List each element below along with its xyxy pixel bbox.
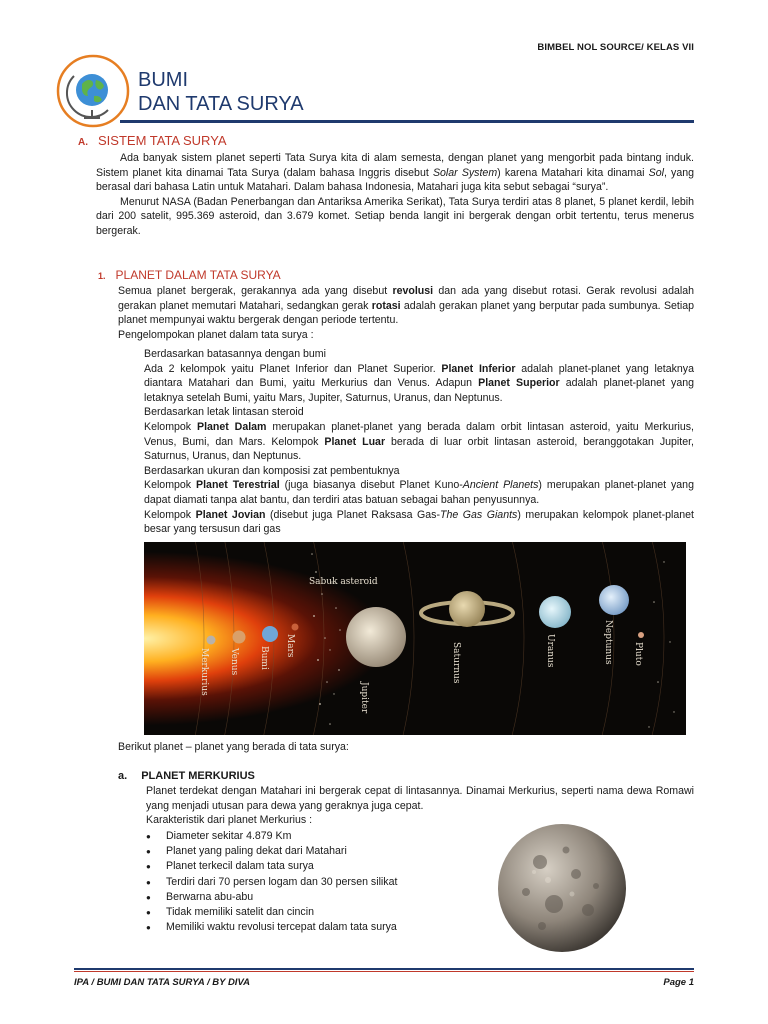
section-a-heading xyxy=(78,133,227,148)
text-span: revolusi xyxy=(392,285,434,297)
text-span: merupakan planet-planet yang berada dalam orbit lintasan asteroid, yaitu Merkurius, Venus, Bumi, dan Mars. Kelompok xyxy=(144,420,694,448)
grouping-list xyxy=(144,347,694,537)
list-item: ● Planet yang paling dekat dari Matahari xyxy=(146,844,397,859)
text-span: Planet Inferior xyxy=(441,362,516,375)
page-number: Page 1 xyxy=(663,977,694,988)
title-line-1: BUMI xyxy=(138,69,188,91)
mercury-paragraph-2: Karakteristik dari planet Merkurius : xyxy=(146,814,313,827)
text-span: dan ada yang disebut rotasi. Gerak revolusi adalah gerakan planet memutari Matahari, sedangkan gerak xyxy=(118,285,694,312)
section-a-title: SISTEM TATA SURYA xyxy=(98,133,227,148)
planet-merkurius xyxy=(207,636,216,645)
text-span: Planet Terestrial xyxy=(196,479,280,492)
section-a-paragraph-2: Menurut NASA (Badan Penerbangan dan Antariksa Amerika Serikat), Tata Surya terdiri atas 8 planet, 5 planet kerdil, lebih dari 200 satelit, 995.369 asteroid, dan 3.679 komet. Setiap benda langit ini bergerak dengan orbit tertentu, terus menerus bergerak. xyxy=(96,195,694,237)
text-span: Semua planet bergerak, gerakannya ada yang disebut xyxy=(118,285,393,297)
planet-label-bumi: Bumi xyxy=(259,646,269,670)
planet-label-uranus: Uranus xyxy=(545,634,555,668)
section-1-title: PLANET DALAM TATA SURYA xyxy=(115,268,281,282)
footer-text: IPA / BUMI DAN TATA SURYA / BY DIVA xyxy=(74,977,250,988)
section-1-heading xyxy=(98,268,281,282)
group-1-heading: Berdasarkan batasannya dengan bumi xyxy=(144,348,326,360)
text-span: Ada 2 kelompok yaitu Planet Inferior dan Planet Superior. xyxy=(144,362,442,375)
text-span: ) merupakan planet-planet yang dapat diamati tanpa alat bantu, dan terdiri atas batuan sebagai bahan penyusunnya. xyxy=(144,479,694,506)
group-3-heading: Berdasarkan ukuran dan komposisi zat pembentuknya xyxy=(144,464,400,477)
text-span: Planet Dalam xyxy=(197,420,267,433)
section-a-paragraph-1 xyxy=(96,151,694,195)
text-span: The Gas Giants xyxy=(440,508,518,521)
planet-neptunus xyxy=(599,585,629,615)
mercury-paragraph-1: Planet terdekat dengan Matahari ini bergerak cepat di lintasannya. Dinamai Merkurius, seperti nama dewa Romawi yang menjadi utusan para dewa yang geraknya juga cepat. xyxy=(146,785,694,812)
footer-divider-accent xyxy=(74,971,694,972)
text-span: Sol xyxy=(648,166,664,179)
text-span: berada di luar orbit lintasan asteroid, beranggotakan Jupiter, Saturnus, Uranus, dan Neptunus. xyxy=(144,435,694,463)
text-span: Solar System xyxy=(432,166,498,179)
header-series: BIMBEL NOL SOURCE/ KELAS VII xyxy=(537,42,694,53)
planet-label-jupiter: Jupiter xyxy=(359,682,369,714)
planet-list-intro: Berikut planet – planet yang berada di tata surya: xyxy=(118,741,349,753)
planet-uranus xyxy=(539,596,571,628)
planet-label-mars: Mars xyxy=(285,634,295,658)
group-1-text xyxy=(144,362,694,406)
globe-logo-icon xyxy=(56,54,130,128)
group-2-text xyxy=(144,420,694,464)
planet-label-neptunus: Neptunus xyxy=(603,620,613,665)
planet-label-merkurius: Merkurius xyxy=(199,648,209,696)
text-span: ) karena Matahari kita dinamai xyxy=(497,166,649,179)
mercury-image xyxy=(496,822,628,954)
text-span: , yang berasal dari bahasa Latin untuk Matahari. Dalam bahasa Indonesia, Matahari juga kita sebut sebagai “surya”. xyxy=(96,166,695,194)
text-span: adalah gerakan planet yang berputar pada sumbunya. Setiap planet mempunyai waktu bergerak dengan periode tertentu. xyxy=(118,299,694,327)
section-mercury-heading xyxy=(118,770,255,782)
planet-label-saturnus: Saturnus xyxy=(451,642,461,684)
text-span: (juga biasanya disebut Planet Kuno- xyxy=(279,479,463,492)
planet-label-venus: Venus xyxy=(229,648,239,676)
list-item: ● Diameter sekitar 4.879 Km xyxy=(146,829,397,844)
section-1-paragraph-1 xyxy=(118,284,694,328)
section-a-label: A. xyxy=(78,137,88,148)
section-a-body xyxy=(96,151,694,239)
text-span: Kelompok xyxy=(144,420,197,433)
title-line-2: DAN TATA SURYA xyxy=(138,93,304,115)
planet-pluto xyxy=(638,632,644,638)
planet-label-pluto: Pluto xyxy=(633,642,643,666)
text-span: rotasi xyxy=(371,299,401,312)
section-1-label: 1. xyxy=(98,271,106,281)
text-span: Kelompok xyxy=(144,479,197,492)
text-span: (disebut juga Planet Raksasa Gas- xyxy=(265,508,440,521)
list-item: ● Memiliki waktu revolusi tercepat dalam tata surya xyxy=(146,920,397,935)
text-span: Planet Jovian xyxy=(195,508,266,521)
group-2-heading: Berdasarkan letak lintasan steroid xyxy=(144,406,304,419)
list-item: ● Tidak memiliki satelit dan cincin xyxy=(146,905,397,920)
planet-mars xyxy=(292,624,299,631)
section-mercury-label: a. xyxy=(118,770,128,782)
text-span: Planet Superior xyxy=(478,377,560,390)
solar-system-image xyxy=(144,542,686,735)
text-span: ) merupakan kelompok planet-planet besar yang tersusun dari gas xyxy=(144,508,694,536)
text-span: Planet Luar xyxy=(324,435,386,448)
title-divider xyxy=(120,120,694,123)
text-span: Kelompok xyxy=(144,508,196,521)
text-span: adalah planet-planet yang letaknya diantara Matahari dan Bumi, yaitu Merkurius dan Venus. Adapun xyxy=(144,362,694,390)
footer-divider xyxy=(74,968,694,970)
text-span: Ada banyak sistem planet seperti Tata Surya kita di alam semesta, dengan planet yang mengorbit pada bintang induk. Sistem planet kita dinamai Tata Surya (dalam bahasa Inggris disebut xyxy=(96,152,694,179)
asteroid-belt-label: Sabuk asteroid xyxy=(309,577,378,587)
planet-jupiter xyxy=(346,607,406,667)
list-item: ● Terdiri dari 70 persen logam dan 30 persen silikat xyxy=(146,875,397,890)
planet-bumi xyxy=(262,626,278,642)
group-3-text-2 xyxy=(144,508,694,537)
section-1-body xyxy=(118,284,694,342)
planet-venus xyxy=(233,631,246,644)
page-title xyxy=(138,68,304,116)
list-item: ● Berwarna abu-abu xyxy=(146,890,397,905)
mercury-characteristics-list xyxy=(146,829,397,935)
section-mercury-title: PLANET MERKURIUS xyxy=(141,770,255,782)
text-span: Ancient Planets xyxy=(462,479,539,492)
list-item: ● Planet terkecil dalam tata surya xyxy=(146,859,397,874)
group-3-text-1 xyxy=(144,478,694,507)
section-1-paragraph-2: Pengelompokan planet dalam tata surya : xyxy=(118,328,314,341)
text-span: adalah planet-planet yang letaknya setelah Bumi, yaitu Mars, Jupiter, Saturnus, Uranus, dan Neptunus. xyxy=(144,377,694,404)
